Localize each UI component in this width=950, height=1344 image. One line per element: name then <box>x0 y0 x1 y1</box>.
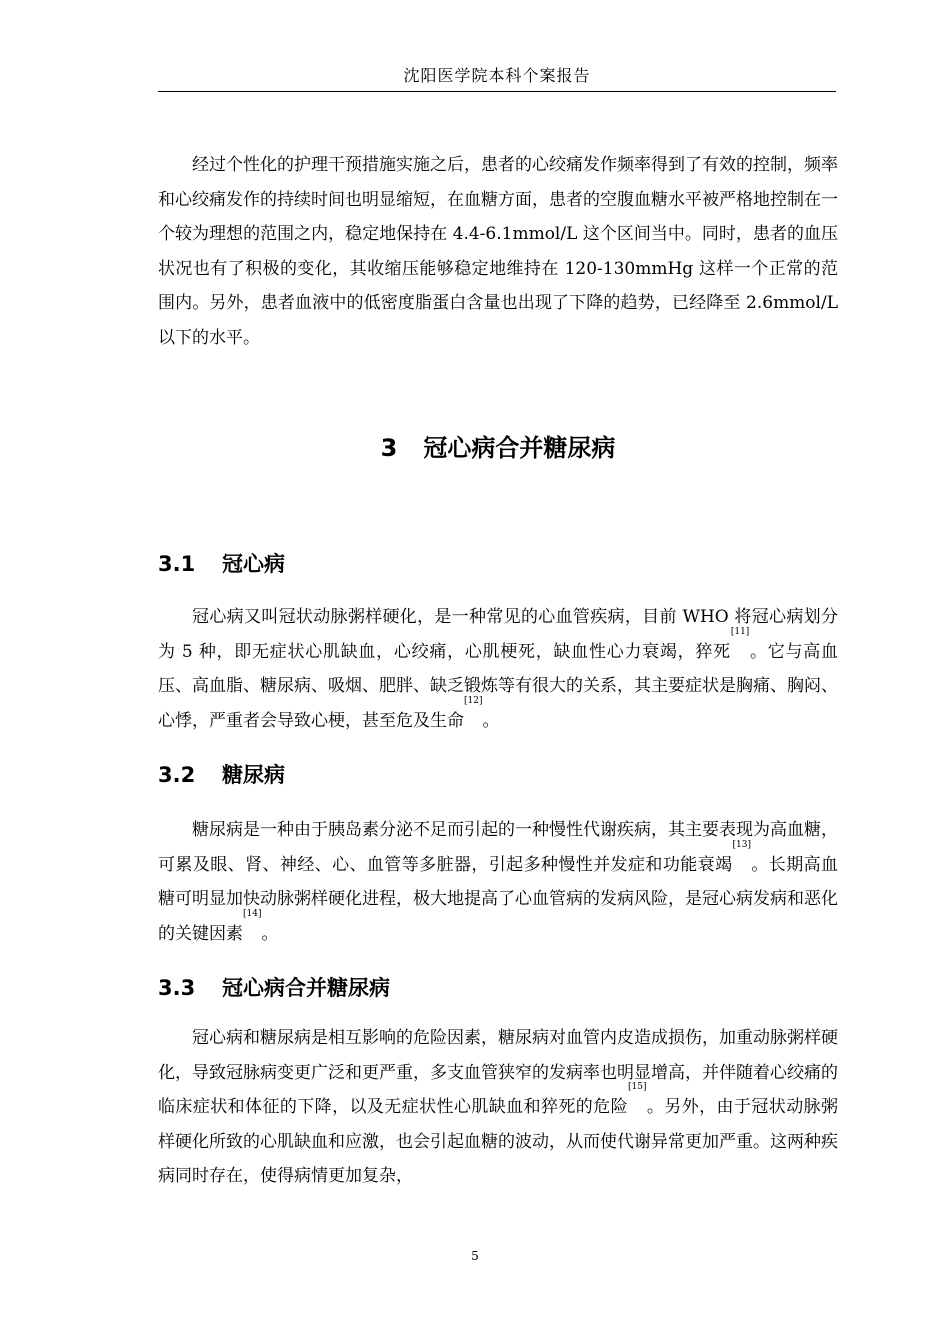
section-heading-3-3 <box>158 973 838 1003</box>
paragraph-text: 。长期高血糖可明显加快动脉粥样硬化进程，极大地提高了心血管病的发病风险，是冠心病发病和恶化的关键因素 <box>158 854 839 944</box>
citation: [15] <box>628 1082 647 1093</box>
chapter-number: 3 <box>380 434 398 462</box>
paragraph-text: 。 <box>482 710 500 731</box>
section-title-text: 冠心病 <box>222 552 285 576</box>
header-rule <box>158 91 836 92</box>
section-title-text: 冠心病合并糖尿病 <box>222 976 390 1000</box>
paragraph-text: 冠心病和糖尿病是相互影响的危险因素，糖尿病对血管内皮造成损伤，加重动脉粥样硬化，导致冠脉病变更广泛和更严重，多支血管狭窄的发病率也明显增高，并伴随着心绞痛的临床症状和体征的下降，以及无症状性心肌缺血和猝死的危险 <box>158 1028 838 1118</box>
section-3-2-paragraph <box>158 813 838 951</box>
paragraph-text: 冠心病又叫冠状动脉粥样硬化，是一种常见的心血管疾病，目前 WHO 将冠心病划分为 5 种，即无症状心肌缺血，心绞痛，心肌梗死，缺血性心力衰竭，猝死 <box>158 607 838 662</box>
section-3-3-paragraph <box>158 1021 838 1194</box>
paragraph-text: 糖尿病是一种由于胰岛素分泌不足而引起的一种慢性代谢疾病，其主要表现为高血糖，可累及眼、肾、神经、心、血管等多脏器，引起多种慢性并发症和功能衰竭 <box>158 820 838 875</box>
section-title-text: 糖尿病 <box>222 763 285 787</box>
section-3-1-paragraph <box>158 600 838 738</box>
paragraph-text: 。另外，由于冠状动脉粥样硬化所致的心肌缺血和应激，也会引起血糖的波动，从而使代谢异常更加严重。这两种疾病同时存在，使得病情更加复杂， <box>158 1097 839 1187</box>
page-number: 5 <box>471 1249 479 1263</box>
paragraph-text: 。 <box>261 923 279 944</box>
running-header: 沈阳医学院本科个案报告 <box>403 66 591 85</box>
paragraph-text: 。它与高血压、高血脂、糖尿病、吸烟、肥胖、缺乏锻炼等有很大的关系，其主要症状是胸痛、胸闷、心悸，严重者会导致心梗，甚至危及生命 <box>158 641 838 731</box>
chapter-title <box>158 430 838 466</box>
citation: [11] <box>730 626 750 637</box>
section-number: 3.2 <box>158 763 196 787</box>
citation: [12] <box>464 695 483 706</box>
citation: [13] <box>732 839 751 850</box>
section-heading-3-1 <box>158 549 838 579</box>
section-number: 3.3 <box>158 976 196 1000</box>
chapter-title-text: 冠心病合并糖尿病 <box>423 434 616 462</box>
intro-paragraph: 经过个性化的护理干预措施实施之后，患者的心绞痛发作频率得到了有效的控制，频率和心绞痛发作的持续时间也明显缩短，在血糖方面，患者的空腹血糖水平被严格地控制在一个较为理想的范围之内，稳定地保持在 4.4-6.1mmol/L 这个区间当中。同时，患者的血压状况也有了积极的变化，其收缩压能够稳定地维持在 120-130mmHg 这样一个正常的范围内。另外，患者血液中的低密度脂蛋白含量也出现了下降的趋势，已经降至 2.6mmol/L 以下的水平。 <box>158 155 838 348</box>
section-number: 3.1 <box>158 552 196 576</box>
section-heading-3-2 <box>158 760 838 790</box>
citation: [14] <box>243 908 262 919</box>
